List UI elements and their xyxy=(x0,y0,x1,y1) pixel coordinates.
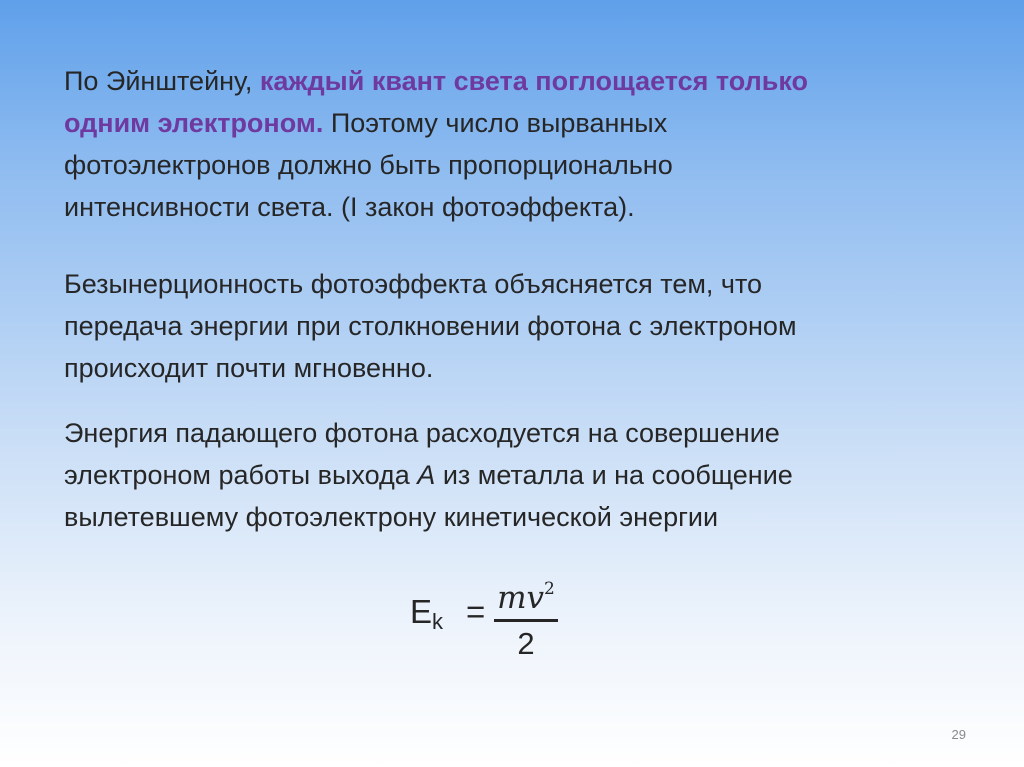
paragraph-inertialess xyxy=(64,263,964,389)
page-number: 29 xyxy=(951,727,966,742)
paragraph-inertialess-line-1: Безынерционность фотоэффекта объясняется тем, что xyxy=(64,269,763,299)
formula-fraction-bar xyxy=(494,619,558,622)
formula-lhs xyxy=(410,592,443,642)
text-highlight: одним электроном. xyxy=(64,108,324,138)
paragraph-inertialess-line-2: передача энергии при столкновении фотона с электроном xyxy=(64,311,797,341)
formula-numerator-text: mv xyxy=(497,580,545,616)
paragraph-einstein-line-1 xyxy=(64,60,964,102)
paragraph-energy-line-1: Энергия падающего фотона расходуется на совершение xyxy=(64,418,780,448)
paragraph-energy-line-3: вылетевшему фотоэлектрону кинетической энергии xyxy=(64,502,719,532)
paragraph-einstein-line-3: фотоэлектронов должно быть пропорционально xyxy=(64,150,673,180)
text-plain: из металла и на сообщение xyxy=(435,460,793,490)
paragraph-einstein-line-2 xyxy=(64,102,964,144)
formula-equals: = xyxy=(466,593,486,630)
text-plain: электроном работы выхода xyxy=(64,460,418,490)
paragraph-inertialess-line-3: происходит почти мгновенно. xyxy=(64,353,434,383)
paragraph-einstein xyxy=(64,60,964,228)
formula-lhs-subscript: k xyxy=(432,609,444,634)
paragraph-energy-line-2 xyxy=(64,454,964,496)
formula-numerator-exponent: 2 xyxy=(544,579,555,599)
kinetic-energy-formula xyxy=(410,570,610,660)
work-function-variable: A xyxy=(417,460,436,490)
text-highlight: каждый квант света поглощается только xyxy=(259,66,808,96)
formula-lhs-symbol: E xyxy=(410,593,433,630)
text-plain: Поэтому число вырванных xyxy=(323,108,668,138)
formula-fraction xyxy=(494,570,558,662)
formula-numerator xyxy=(494,570,558,617)
paragraph-einstein-line-4: интенсивности света. (I закон фотоэффекта). xyxy=(64,192,635,222)
paragraph-energy xyxy=(64,412,964,538)
formula-denominator: 2 xyxy=(517,626,535,661)
text-plain: По Эйнштейну, xyxy=(64,66,260,96)
